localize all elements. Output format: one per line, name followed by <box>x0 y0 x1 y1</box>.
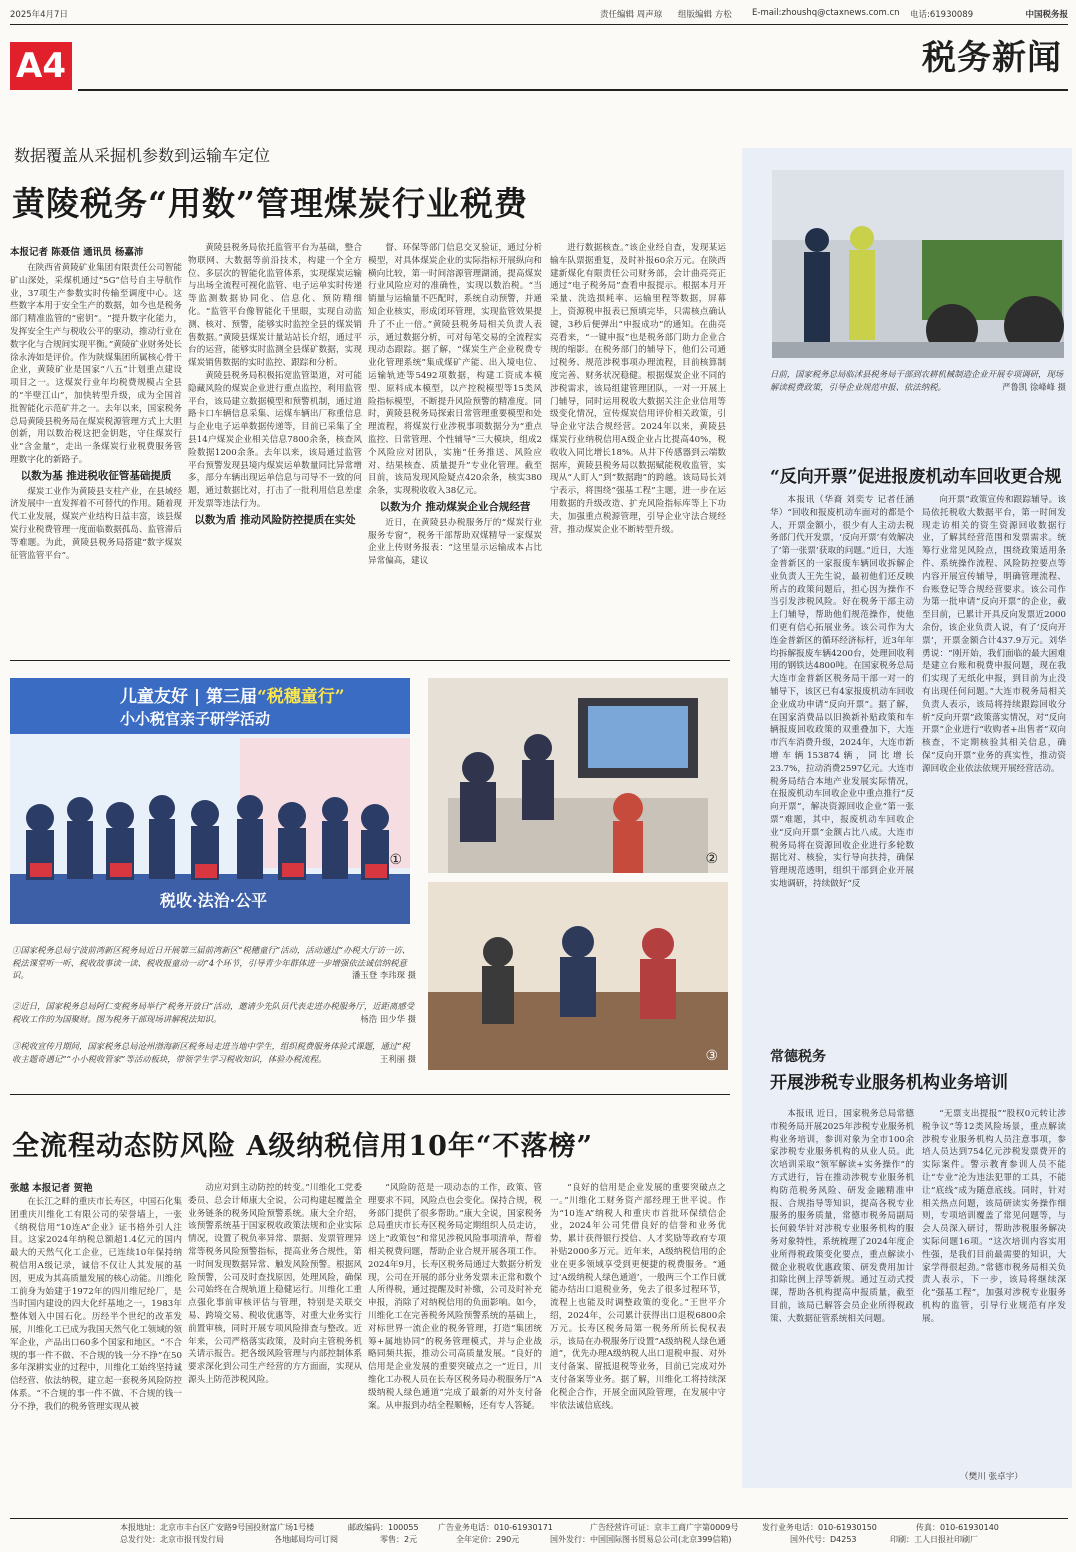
photo-caption-1: ①国家税务总局宁波前湾新区税务局近日开展第三届前湾新区“税穗童行”活动，活动通过“办税大厅访一访、税法课堂听一听、税收故事读一读、税收报童动一动”4个环节，引导青少年群体进一步增强依法诚信纳税意识。 潘玉登 李玮琛 摄 <box>12 945 416 981</box>
banner-bottom-text: 税收·法治·公平 <box>160 891 268 910</box>
footer-overseas: 国外发行：中国国际图书贸易总公司(北京399信箱) <box>550 1535 732 1544</box>
article1-column-3 <box>368 242 542 652</box>
editor-email: E-mail:zhoushq@ctaxnews.com.cn <box>752 8 900 18</box>
photo-illustration <box>772 170 1064 358</box>
article3-column-1 <box>770 494 914 1018</box>
photo-caption-2: ②近日，国家税务总局阿仁变税务局举行“税务开放日”活动，邀请少先队员代表走进办税服务厅，近距离感受税收工作的为国聚财。图为税务干部现场讲解税法知识。 杨浩 田少华 摄 <box>12 1001 416 1024</box>
page-number-badge: A4 <box>10 42 72 90</box>
article1-column-2 <box>188 242 362 652</box>
article1-column-1 <box>10 262 182 652</box>
paragraph: 本报讯 近日，国家税务总局常德市税务局开展2025年涉税专业服务机构业务培训，参训对象为全市100余家涉税专业服务机构的从业人员。此次培训采取“领军解读+实务操作”的方式进行，旨在推动涉税专业服务机构防范税务风险、研发金融精准申报、合规指导等知识，提高各税专业服务的服务质量，常德市税务局副局长何毅华针对涉税专业服务机构的服务对象特性，系统梳理了2024年度企业所得税政策变化要点，重点解读小微企业税收优惠政策、研发费用加计扣除比例上浮等新规。通过互动式授课，帮助各机构提高申报质量，截至目前，该局已解答会员企业所得税政策、大数据征管系统相关问题。 <box>770 1109 914 1324</box>
paragraph: 在长江之畔的重庆市长寿区，中国石化集团重庆川维化工有限公司的荣誉墙上，一张《纳税信用“10连A”企业》证书格外引人注目。这家2024年纳税总额超1.4亿元的国内最大的天然气化工企业，已连续10年保持纳税信用A级记录，诚信不仅让人其发展的基因，更成为其高质量发展的核心动能。川维化工前身为始建于1972年的四川维尼纶厂，是当时国内建设的四大化纤基地之一，1983年整体划入中国石化。历经半个世纪的改革发展，川维化工已成为我国天然气化工领域的领军企业，产品出口60多个国家和地区。“不合规的事一件不做、不合规的钱一分不挣”在50多年深耕实业的过程中，川维化工始终坚持诚信经营、依法纳税，建立起一套税务风险防控体系。“不合规的事一件不做、不合规的钱一分不挣，我们的税务管理实现从被 <box>10 1197 182 1412</box>
photo-label-3: ③ <box>705 1048 718 1064</box>
divider <box>10 1094 730 1095</box>
photo-illustration <box>428 678 728 873</box>
banner-subtitle: 小小税官亲子研学活动 <box>120 710 271 728</box>
masthead <box>10 8 1068 22</box>
paragraph: 督、环保等部门信息交叉验证，通过分析模型，对具体煤炭企业的实际指标开展纵向和横向比较，第一时间溶源管理湖涌，提高煤炭行业风险应对的准确性，实现以数治税。“当销量与运输量不匹配时，系统自动预警，并通知企业核实，形成闭环管理，实现监管效果提升了不止一倍。”黄陵县税务局相关负责人表示，通过数据分析，可对每笔交易的全流程实现动态跟踪。据了解，“煤炭生产企业税费专业化管理系统”集成煤矿产能、出入境电位、运输轨迹等5492项数据，构建工资成本模型、原料成本模型，以产控税模型等15类风险指标模型，不断提升风险预警的精准度。同时，黄陵县税务局探索日常管理重要模型和处理流程，将煤炭行业涉税事项数据分为“重点监控、日常管理、个性辅导”三大模块，组成2个风险应对团队，实施“任务推送、风险应对、结果核查、质量提升”专业化管理。截至目前，该局发现风险疑点420余条，核实380余条，实现税收收入38亿元。 <box>368 243 542 497</box>
article1-column-4 <box>550 242 726 652</box>
article2-column-3 <box>368 1182 542 1512</box>
article4-column-2 <box>922 1108 1066 1468</box>
editor-credit: 责任编辑 周声琼 <box>600 10 663 20</box>
footer-retail-price: 零售：2元 <box>380 1535 418 1544</box>
article1-subhead-2: 以数为盾 推动风险防控提质在实处 <box>194 513 356 526</box>
photo-students-tax-staff <box>428 882 728 1070</box>
banner-title: 儿童友好 | 第三届“税穗童行” <box>120 687 345 707</box>
divider <box>10 660 730 661</box>
footer-ad-license: 广告经营许可证：京丰工商广字第0009号 <box>590 1523 739 1532</box>
paragraph: “无票支出提报”“股权0元转让涉税争议”等12类风险场景，重点解读涉税专业服务机构人员注意事项，参培人员达到754亿元涉税发票费开的实际案件。警示教育参训人员不能让“专业”沦为违法犯罪的工具，不能让“底线”成为随意底线。同时，针对相关热点问题，该局研读实务操作细则，专项培训覆盖了常见问题等，与会人员深入研讨，帮助涉税服务解决实际问题16项。“这次培训内容实用性强，是我们目前最需要的知识，大家学得很起劲。”常德市税务局相关负责人表示，下一步，该局将继续深化“强基工程”，加强对涉税专业服务机构的监管，引导行业规范有序发展。 <box>922 1109 1066 1324</box>
designer-credit: 组版编辑 方松 <box>678 10 732 20</box>
footer-distribution-phone: 发行业务电话：010-61930150 <box>762 1523 877 1532</box>
footer-annual-price: 全年定价：290元 <box>456 1535 520 1544</box>
paragraph: 在陕西省黄陵矿业集团有限责任公司智能矿山深处，采煤机通过“5G”信号自主导航作业，37项生产参数实时传输至调度中心。这些数字本用于安全生产的数据，如今也是税务部门精准监管的“密钥”。“提升数字化能力，发挥安全生产与税收公平的驱动，推动行业在数字化与合规间实现平衡。”黄陵矿业财务处长徐永涛如是评价。作为陕煤集团所属核心骨干企业，黄陵矿业是国家“八五”计划重点建设项目之一。这煤炭行业年均税费规模占全县的“半壁江山”，加快转型升级，成为全国首批智能化示范矿井之一。去年以来，国家税务总局黄陵县税务局在煤炭税源管理方式上大胆创新，用以数治税这把金钥匙，守住煤炭行业“含金量”，走出一条煤炭行业税费服务管理数字化的新路子。 <box>10 263 182 465</box>
footer-fax: 传真：010-61930140 <box>916 1523 999 1532</box>
paragraph: 动应对到主动防控的转变。”川维化工党委委员、总会计师康大全说，公司构建起覆盖全业务链条的税务风险预警系统。康大全介绍，该预警系统基于国家税收政策法规和企业实际情况，设置了税负率异常、票据、发票管理异常等税务风险预警指标，提高业务合规性，第一时间发现数据异常、触发风险预警。根据风险预警，公司及时查找原因，处理风险，确保公司始终在合规轨道上稳健运行。川维化工重点强化事前审核评估与管理，特别是关联交易、跨境交易、税收优惠等，对重大业务实行前置审核，同时开展专项风险排查与整改。近年来，公司严格落实政策，及时向主管税务机关请示报告。把各级风险管理与内部控制体系要求深化到公司生产经营的方方面面，实现从源头上防范涉税风险。 <box>188 1183 362 1385</box>
article2-column-2 <box>188 1182 362 1512</box>
article1-kicker: 数据覆盖从采掘机参数到运输车定位 <box>14 146 271 165</box>
issue-date: 2025年4月7日 <box>10 10 68 20</box>
footer-rule <box>10 1518 1068 1519</box>
paragraph: 进行数据核查。”该企业经自查，发现某运输车队票据重复，及时补报60余万元。在陕西建新煤化有限责任公司财务部，会计曲亮亮正通过“电子税务局”查看申报提示。根据本月开采量、洗选损耗率、运输里程等数据，屏幕上，资源税申报表已预填完毕，只需核点确认键，3秒后便弹出“申报成功”的通知。在曲亮亮看来，“一键申报”也是税务部门助力企业合规的缩影。在税务部门的辅导下，他们公司通过税务、规范涉税事项办理流程，目前核算制度完善、财务状况稳健。根据煤炭企业不同的涉税需求，该局组建管理团队，一对一开展上门辅导，同时运用税收大数据关注企业信用等级变化情况，宣传煤炭信用评价相关政策，引导企业守法合规经营。2024年以来，黄陵县煤炭行业纳税信用A级企业占比提高40%，税收收入同比增长18%。从井下传感器到云端数据库，黄陵县税务局以数据赋能税收监管，实现从“人盯人”到“数据跑”的跨越。该局局长刘宁表示，将围绕“强基工程”主题，进一步在运用数据的升级改造、扩充风险指标库等上下功夫，加强重点税源管理，引导企业守法合规经营，推动煤炭企业不断转型升级。 <box>550 243 726 535</box>
footer-distributor: 总发行处：北京市报刊发行局 <box>120 1535 224 1544</box>
photo-label-1: ① <box>389 852 402 868</box>
article4-kicker: 常德税务 <box>770 1049 826 1065</box>
article3-column-2 <box>922 494 1066 1018</box>
footer-overseas-code: 国外代号：D4253 <box>790 1535 857 1544</box>
photo-credit-2: 杨浩 田少华 摄 <box>360 1013 416 1024</box>
masthead-rule <box>10 24 1068 25</box>
article4-headline: 开展涉税专业服务机构业务培训 <box>770 1073 1008 1093</box>
article1-headline: 黄陵税务“用数”管理煤炭行业税费 <box>12 184 528 223</box>
section-title: 税务新闻 <box>922 38 1062 78</box>
sidebar-photo-caption: 日前，国家税务总局临沭县税务局干部到农耕机械制造企业开展专项调研，现场解读税费政策，引导企业规范申报、依法纳税。 严鲁凯 徐峰峰 摄 <box>770 369 1066 392</box>
photo-credit-1: 潘玉登 李玮琛 摄 <box>352 970 416 981</box>
paragraph: 近日，在黄陵县办税服务厅的“煤炭行业服务专窗”，税务干部帮助双煤精导一家煤炭企业上传财务报表：“这里显示运输成本占比异常偏高，建议 <box>368 517 542 567</box>
article1-subhead-1: 以数为基 推进税收征管基础提质 <box>20 469 172 482</box>
header-rule <box>78 89 1068 91</box>
editor-phone: 电话:61930089 <box>910 10 974 20</box>
article2-column-1 <box>10 1196 182 1512</box>
article4-column-1 <box>770 1108 914 1484</box>
photo-tractor-visit <box>772 170 1064 358</box>
article2-byline: 张越 本报记者 贺艳 <box>10 1183 93 1194</box>
article1-subhead-3: 以数为介 推动煤炭企业合规经营 <box>379 500 531 513</box>
article1-byline: 本报记者 陈聂信 通讯员 杨嘉沛 <box>10 247 144 258</box>
article2-column-4 <box>550 1182 726 1512</box>
footer-postcode: 邮政编码：100055 <box>348 1523 419 1532</box>
footer-printer: 印刷：工人日报社印刷厂 <box>890 1535 978 1544</box>
photo-illustration <box>428 882 728 1070</box>
photo-credit-3: 王利丽 摄 <box>379 1053 416 1064</box>
photo-caption-3: ③税收宣传月期间，国家税务总局沧州渤海新区税务局走进当地中学生，组织税费服务体验式课题，通过“税收主题奇遇记”“小小税收管家”等活动板块，带领学生学习税收知识，体验办税流程。 王利丽 摄 <box>12 1041 416 1064</box>
paragraph: 向开票”政策宣传和跟踪辅导。该局依托税收大数据平台，第一时间发现走访相关的资生资源回收数据行业，了解其经营范围和发票需求。统筹行业常见风险点，围绕政策适用条件、系统操作流程、风险防控要点等内容开展宣传辅导，明确管理流程、台账登记等合规经营要求。该公司作为第一批申请“反向开票”的企业，截至目前，已累计开具反向发票近2000余份，该企业负责人说，有了‘反向开票’，开票金额合计437.9万元。刘华勇说：“刚开始，我们面临的最大困难是建立台账和税费申报问题，现在我们实现了无纸化申报，到目前为止没有出现任何问题。”大连市税务局相关负责人表示，该局将持续跟踪回收分析“反向开票”政策落实情况，对“反向开票”企业进行“收购者+出售者”双向核查，不定期核验其相关信息，确保“反向开票”业务的真实性，推动资源回收企业依法依规开展经营活动。 <box>922 495 1066 774</box>
paragraph: 本报讯（华裔 刘奕专 记者任涵华）“回收和报废机动车面对的都是个人，开票金额小，很少有人主动去税务部门代开发票，‘反向开票’有效解决了‘第一张票’获取的问题。”近日，大连金普新区的一家报废车辆回收拆解企业负责人王先生说，最初他们还反映所占的政策问题后，担心因为操作不当引发涉税风险。好在税务干部主动上门辅导，帮助他们规范操作，使他们更有信心拓展业务。该公司作为大连金普新区的循环经济标杆，近3年年均拆解报废车辆4200台，处理回收利用的钢铁达4800吨。在国家税务总局大连市金普新区税务局干部一对一的辅导下，该区已有4家报废机动车回收企业成功申请“反向开票”。据了解，在国家消费品以旧换新补贴政策和车辆报废回收政策的双重叠加下，大连市汽车消费升级，2024年，大连市新增车辆153874辆，同比增长23.7%，拉动消费2597亿元。大连市税务局结合本地产业发展实际情况，在报废机动车回收企业中重点推行“反向开票”，解决资源回收企业“第一张票”难题，其中，报废机动车回收企业“反向开票”金额占比八成。大连市税务局将在资源回收企业进行多轮数据比对、核验，实行导向扶持，确保管理规范透明，组织干部到企业开展实地调研，持续做好“反 <box>770 495 914 889</box>
paragraph: 煤炭工业作为黄陵县支柱产业，在县域经济发展中一直发挥着不可替代的作用。随着现代工业发展，煤炭产业结构日益丰富，该县煤炭行业税费管理一度面临数据孤岛、监管滞后等难题。为此，黄陵县税务局搭建“数字煤炭征管监管平台”。 <box>10 486 182 561</box>
article3-headline: “反向开票”促进报废机动车回收更合规 <box>770 467 1062 487</box>
sidebar-photo-credit: 严鲁凯 徐峰峰 摄 <box>1002 381 1066 392</box>
paragraph: “良好的信用是企业发展的重要突破点之一。”川维化工财务资产部经理王世平说。作为“10连A”纳税人和重庆市首批环保绩信企业，2024年公司凭借良好的信誉和业务优势，累计获得银行授信、人才奖励等政府专项补贴2000多万元。近年来，A级纳税信用的企业在更多领域享受到更便捷的税费服务。“通过‘A级纳税人绿色通道’，一般两三个工作日就能办结出口退税业务，免去了很多过程环节，流程上也能及时调整政策的变化。”王世平介绍，2024年，公司累计获得出口退税6800余万元。长寿区税务局第一税务所所长倪权表示，该局在办税服务厅设置“A级纳税人绿色通道”，优先办理A级纳税人出口退税申报、对外支付备案、留抵退税等业务，目前已完成对外支付备案等业务。据了解，川维化工将持续深化税企合作，开展全面风险管理，在发展中守牢依法诚信底线。 <box>550 1183 726 1411</box>
article4-byline: （樊川 张卓宇） <box>960 1472 1023 1482</box>
footer-address: 本报地址：北京市丰台区广安路9号国投财富广场1号楼 <box>120 1523 315 1532</box>
paper-name: 中国税务报 <box>1025 10 1068 20</box>
footer-ad-phone: 广告业务电话：010-61930171 <box>438 1523 553 1532</box>
footer-subscription: 各地邮局均可订阅 <box>274 1535 338 1544</box>
photo-kids-tax-event <box>10 678 410 924</box>
article2-headline: 全流程动态防风险 A级纳税信用10年“不落榜” <box>12 1131 593 1162</box>
paragraph: 黄陵县税务局积极拓宽监管渠道，对可能隐藏风险的煤炭企业进行重点监控，利用监管平台，该局建立数据模型和预警机制，通过道路卡口车辆信息采集、运煤车辆出厂称重信息与企业电子运单数据传递等，目前已采集了全县14户煤炭企业相关信息7800余条，核查风险数据1200余条。去年以来，该局通过监管平台预警发现县境内煤炭运单数量同比异常增多，部分车辆出现运单信息与司导不一致的问题，通过数据比对，打击了一批利用信息差虚开发票等违法行为。 <box>188 370 362 509</box>
photo-label-2: ② <box>705 851 718 867</box>
photo-kids-computer <box>428 678 728 873</box>
paragraph: 黄陵县税务局依托监管平台为基础，整合物联网、大数据等前沿技术，构建一个全方位、多层次的智能化监管体系，实现煤炭运输与出场全流程可视化监管、电子运单实时传递等监测数据协同化、信息化、预防精细化。“监管平台像智能化千里眼，实现自动监测、核对、预警，能够实时监控全县的煤炭销售数据。”黄陵县煤炭计量站站长介绍，通过平台的运营，能够实时监测全县煤矿数据，实现煤炭销售数据的实时监控、跟踪和分析。 <box>188 243 362 369</box>
paragraph: “风险防范是一项动态的工作，政策、管理要求不同，风险点也会变化。保持合规，税务部门提供了很多帮助。”康大全说，国家税务总局重庆市长寿区税务局定期组织人员走访，送上“政策包”和常见涉税风险事项清单，帮着相关税费问题，帮助企业合规开展各项工作。2024年9月，长寿区税务局通过大数据分析发现，公司在开展的部分业务发票未正常和数个人所得税，通过提醒及时补缴，公司及时补充申报，消除了对纳税信用的负面影响。如今，川维化工在完善税务风险预警系统的基础上，对标世界一流企业的税务管理，打造“集团统筹+属地协同”的税务管理模式，并与企业战略同频共振，推动公司高质量发展。“良好的信用是企业发展的重要突破点之一”近日，川维化工办税人员在长寿区税务局办税服务厅“A级纳税人绿色通道”完成了最新的对外支付备案。从申报到办结全程顺畅，还有专人答疑。 <box>368 1183 542 1411</box>
